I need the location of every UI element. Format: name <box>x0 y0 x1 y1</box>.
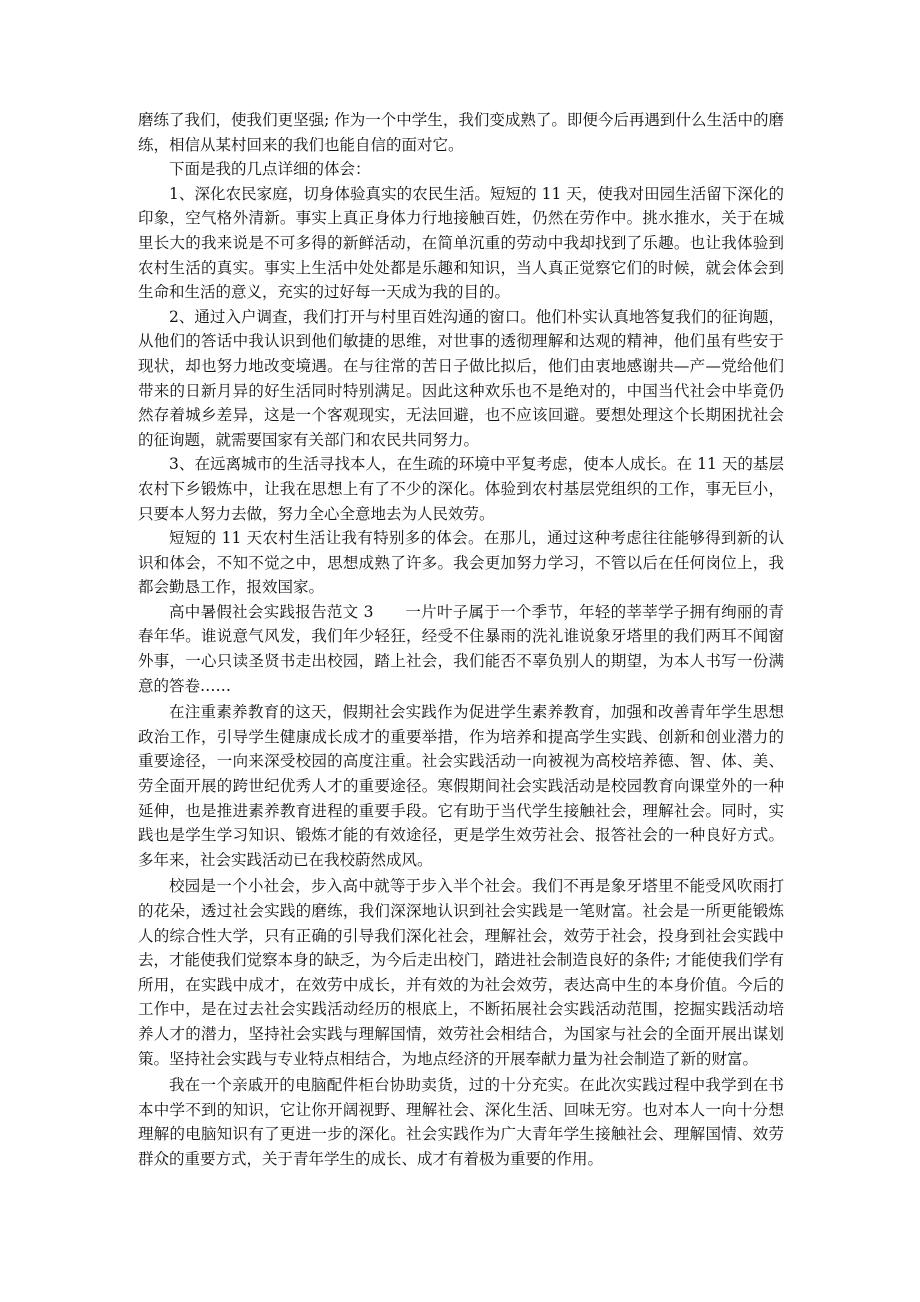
paragraph-point-2: 2、通过入户调查，我们打开与村里百姓沟通的窗口。他们朴实认真地答复我们的征询题，从他们的答话中我认识到他们敏捷的思维，对世事的透彻理解和达观的精神，他们虽有些安于现状，却也努力地改变境遇。在与往常的苦日子做比拟后，他们由衷地感谢共—产—党给他们带来的日新月异的好生活同时特别满足。因此这种欢乐也不是绝对的，中国当代社会中毕竟仍然存着城乡差异，这是一个客观现实，无法回避，也不应该回避。要想处理这个长期困扰社会的征询题，就需要国家有关部门和农民共同努力。 <box>138 307 784 449</box>
paragraph-campus-society: 校园是一个小社会，步入高中就等于步入半个社会。我们不再是象牙塔里不能受风吹雨打的花朵，透过社会实践的磨练，我们深深地认识到社会实践是一笔财富。社会是一所更能锻炼人的综合性大学，只有正确的引导我们深化社会，理解社会，效劳于社会，投身到社会实践中去，才能使我们觉察本身的缺乏，为今后走出校门，踏进社会制造良好的条件; 才能使我们学有所用，在实践中成才，在效劳中成长，并有效的为社会效劳，表达高中生的本身价值。今后的工作中，是在过去社会实践活动经历的根底上，不断拓展社会实践活动范围，挖掘实践活动培养人才的潜力，坚持社会实践与理解国情，效劳社会相结合，为国家与社会的全面开展出谋划策。坚持社会实践与专业特点相结合，为地点经济的开展奉献力量为社会制造了新的财富。 <box>138 877 784 1068</box>
paragraph-summary: 短短的 11 天农村生活让我有特别多的体会。在那儿，通过这种考虑往往能够得到新的认识和体会，不知不觉之中，思想成熟了许多。我会更加努力学习，不管以后在任何岗位上，我都会勤恳工作，报效国家。 <box>138 529 784 597</box>
paragraph-computer-shop: 我在一个亲戚开的电脑配件柜台协助卖货，过的十分充实。在此次实践过程中我学到在书本中学不到的知识，它让你开阔视野、理解社会、深化生活、回味无穷。也对本人一向十分想理解的电脑知识有了更进一步的深化。社会实践作为广大青年学生接触社会、理解国情、效劳群众的重要方式，关于青年学生的成长、成才有着极为重要的作用。 <box>138 1076 784 1168</box>
document-body <box>138 108 784 1172</box>
paragraph-continuation: 磨练了我们，使我们更坚强; 作为一个中学生，我们变成熟了。即便今后再遇到什么生活中的磨练，相信从某村回来的我们也能自信的面对它。 <box>138 111 784 154</box>
paragraph-report-3-intro: 高中暑假社会实践报告范文 3 一片叶子属于一个季节，年轻的莘莘学子拥有绚丽的青春年华。谁说意气风发，我们年少轻狂，经受不住暴雨的洗礼谁说象牙塔里的我们两耳不闻窗外事，一心只读圣贤书走出校园，踏上社会，我们能否不辜负别人的期望，为本人书写一份满意的答卷…… <box>138 602 784 695</box>
paragraph-point-1: 1、深化农民家庭，切身体验真实的农民生活。短短的 11 天，使我对田园生活留下深化的印象，空气格外清新。事实上真正身体力行地接触百姓，仍然在劳作中。挑水推水，关于在城里长大的我来说是不可多得的新鲜活动，在简单沉重的劳动中我却找到了乐趣。也让我体验到农村生活的真实。事实上生活中处处都是乐趣和知识，当人真正觉察它们的时候，就会体会到生命和生活的意义，充实的过好每一天成为我的目的。 <box>138 184 784 302</box>
paragraph-point-3: 3、在远离城市的生活寻找本人，在生疏的环境中平复考虑，使本人成长。在 11 天的基层农村下乡锻炼中，让我在思想上有了不少的深化。体验到农村基层党组织的工作，事无巨小，只要本人努力去做，努力全心全意地去为人民效劳。 <box>138 455 784 523</box>
paragraph-education: 在注重素养教育的这天，假期社会实践作为促进学生素养教育，加强和改善青年学生思想政治工作，引导学生健康成长成才的重要举措，作为培养和提高学生实践、创新和创业潜力的重要途径，一向来深受校园的高度注重。社会实践活动一向被视为高校培养德、智、体、美、劳全面开展的跨世纪优秀人才的重要途径。寒假期间社会实践活动是校园教育向课堂外的一种延伸，也是推进素养教育进程的重要手段。它有助于当代学生接触社会，理解社会。同时，实践也是学生学习知识、锻炼才能的有效途径，更是学生效劳社会、报答社会的一种良好方式。多年来，社会实践活动已在我校蔚然成风。 <box>138 703 784 869</box>
paragraph-intro: 下面是我的几点详细的体会： <box>169 160 371 179</box>
